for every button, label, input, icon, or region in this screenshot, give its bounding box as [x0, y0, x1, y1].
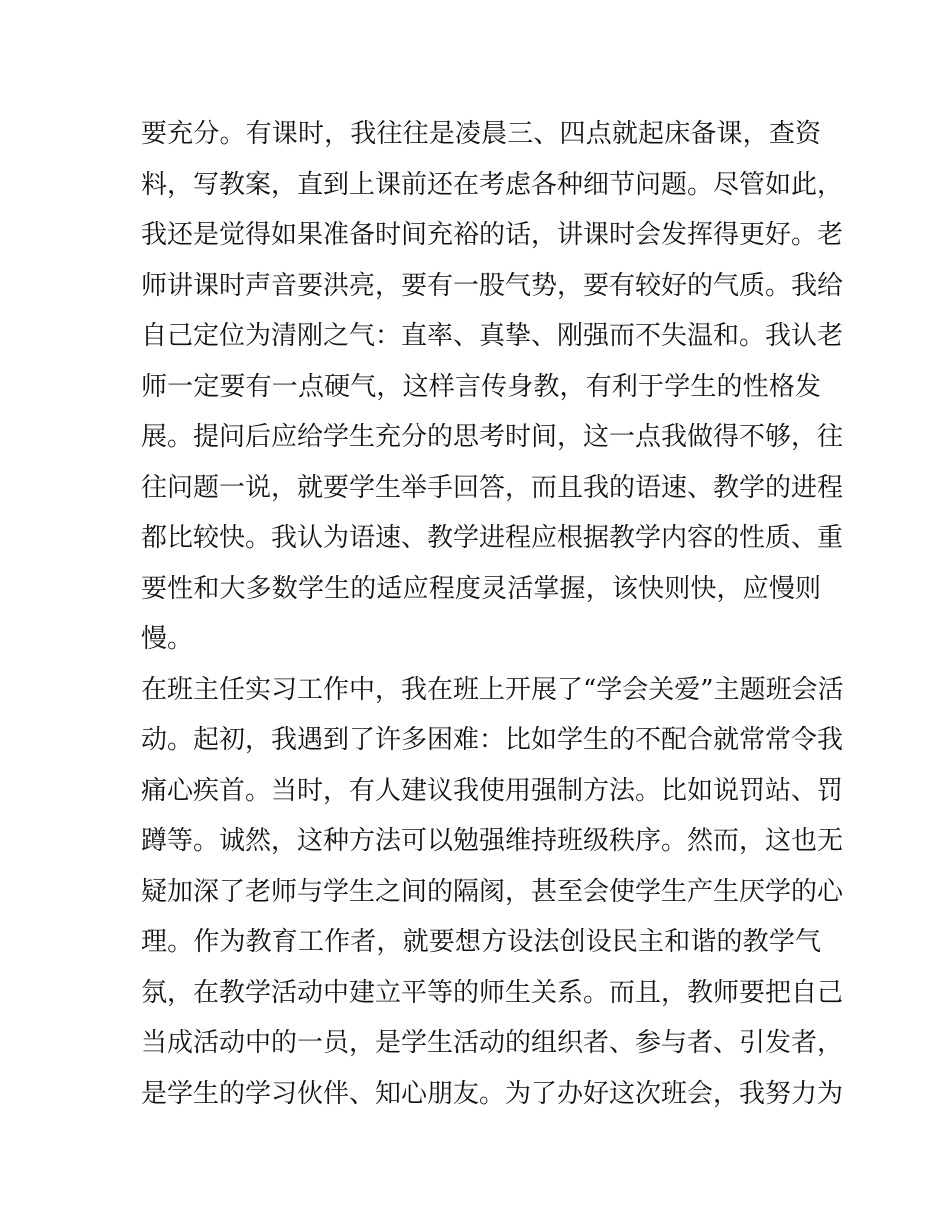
text-line: 往问题一说，就要学生举手回答，而且我的语速、教学的进程	[141, 472, 844, 503]
text-line: 是学生的学习伙伴、知心朋友。为了办好这次班会，我努力为	[141, 1078, 844, 1109]
text-line: 蹲等。诚然，这种方法可以勉强维持班级秩序。然而，这也无	[141, 826, 844, 856]
text-line: 动。起初，我遇到了许多困难：比如学生的不配合就常常令我	[141, 725, 844, 755]
paragraph-2	[141, 665, 844, 1120]
text-line: 痛心疾首。当时，有人建议我使用强制方法。比如说罚站、罚	[141, 775, 844, 806]
text-line: 氛，在教学活动中建立平等的师生关系。而且，教师要把自己	[141, 977, 844, 1008]
paragraph-1	[141, 109, 844, 665]
text-line: 师一定要有一点硬气，这样言传身教，有利于学生的性格发	[141, 371, 821, 402]
text-line: 理。作为教育工作者，就要想方设法创设民主和谐的教学气	[141, 927, 821, 957]
text-line: 疑加深了老师与学生之间的隔阂，甚至会使学生产生厌学的心	[141, 876, 844, 907]
body-text	[141, 109, 844, 1119]
text-line: 要充分。有课时，我往往是凌晨三、四点就起床备课，查资	[141, 119, 821, 149]
text-line: 我还是觉得如果准备时间充裕的话，讲课时会发挥得更好。老	[141, 220, 844, 250]
text-line: 要性和大多数学生的适应程度灵活掌握，该快则快，应慢则	[141, 573, 821, 604]
text-line: 慢。	[141, 624, 194, 654]
text-line: 当成活动中的一员，是学生活动的组织者、参与者、引发者，	[141, 1028, 844, 1058]
text-line: 师讲课时声音要洪亮，要有一股气势，要有较好的气质。我给	[141, 270, 844, 301]
text-line: 在班主任实习工作中，我在班上开展了“学会关爱”主题班会活	[141, 674, 844, 705]
text-line: 自己定位为清刚之气：直率、真挚、刚强而不失温和。我认老	[141, 321, 844, 351]
text-line: 料，写教案，直到上课前还在考虑各种细节问题。尽管如此，	[141, 169, 844, 200]
text-line: 展。提问后应给学生充分的思考时间，这一点我做得不够，往	[141, 422, 844, 452]
text-line: 都比较快。我认为语速、教学进程应根据教学内容的性质、重	[141, 523, 844, 553]
